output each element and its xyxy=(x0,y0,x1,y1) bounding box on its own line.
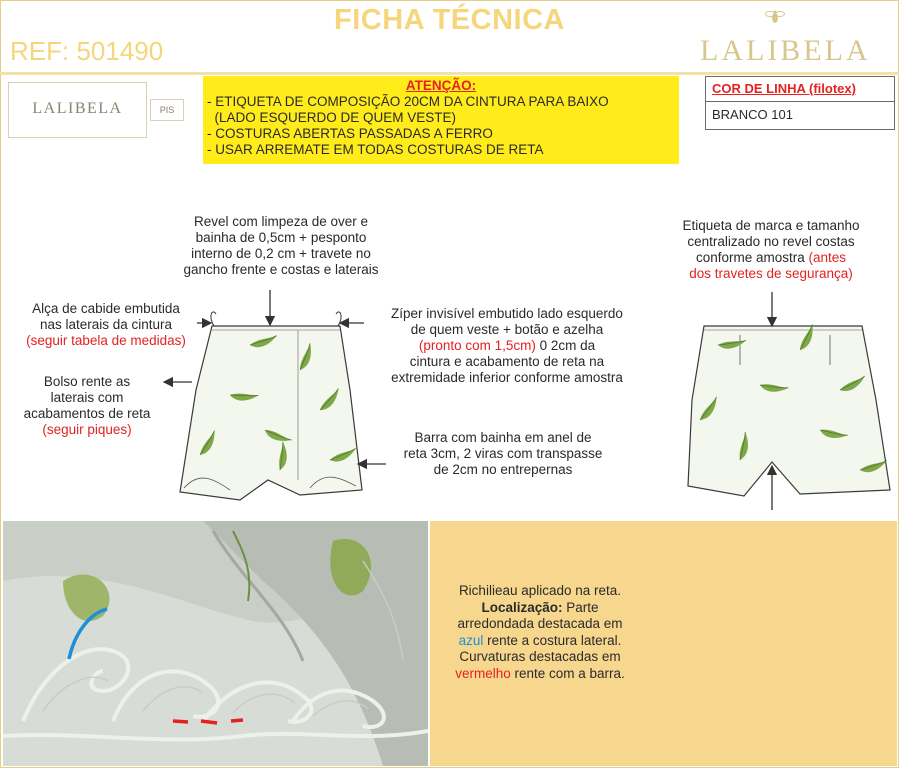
attention-title: ATENÇÃO: xyxy=(405,78,477,93)
thread-color-divider xyxy=(706,101,894,102)
note-bolso: Bolso rente as laterais com acabamentos de reta (seguir piques) xyxy=(23,374,151,437)
photo-note-text: Richilieau aplicado na reta. Localização: Parte arredondada destacada em azul rente a costura lateral. Curvaturas destacadas em vermelho rente com a barra. xyxy=(455,583,625,681)
thread-color-title: COR DE LINHA (filotex) xyxy=(712,81,856,96)
attention-line: - ETIQUETA DE COMPOSIÇÃO 20CM DA CINTURA PARA BAIXO xyxy=(207,94,609,109)
attention-line: - COSTURAS ABERTAS PASSADAS A FERRO xyxy=(207,126,493,141)
brand-logo: LALIBELA xyxy=(700,34,871,67)
attention-line: (LADO ESQUERDO DE QUEM VESTE) xyxy=(207,110,457,125)
label-tag-code: PIS xyxy=(150,99,184,121)
note-etiqueta: Etiqueta de marca e tamanho centralizado no revel costas conforme amostra (antes dos travetes de segurança) xyxy=(682,218,860,281)
attention-box xyxy=(203,76,679,164)
note-alca: Alça de cabide embutida nas laterais da cintura (seguir tabela de medidas) xyxy=(26,301,186,348)
shorts-back-drawing xyxy=(688,324,890,496)
note-revel: Revel com limpeza de over e bainha de 0,5cm + pesponto interno de 0,2 cm + travete no gancho frente e costas e laterais xyxy=(183,214,379,277)
thread-color-value: BRANCO 101 xyxy=(712,107,793,122)
label-tag-brand: LALIBELA xyxy=(32,100,123,117)
note-ziper: Zíper invisível embutido lado esquerdo de quem veste + botão e azelha (pronto com 1,5cm) 0 2cm da cintura e acabamento de reta na extremidade inferior conforme amostra xyxy=(391,306,623,385)
shorts-front-drawing xyxy=(180,312,362,500)
header-divider xyxy=(0,72,899,75)
note-barra: Barra com bainha em anel de reta 3cm, 2 viras com transpasse de 2cm no entrepernas xyxy=(403,430,603,477)
page-title: FICHA TÉCNICA xyxy=(334,4,565,36)
bee-logo-icon xyxy=(765,8,785,26)
attention-line: - USAR ARREMATE EM TODAS COSTURAS DE RETA xyxy=(207,142,544,157)
reference-code: REF: 501490 xyxy=(10,36,164,66)
red-highlight xyxy=(173,720,243,723)
thread-color-box xyxy=(705,76,895,130)
richelieu-photo xyxy=(3,521,428,766)
label-tag-box xyxy=(8,82,147,138)
